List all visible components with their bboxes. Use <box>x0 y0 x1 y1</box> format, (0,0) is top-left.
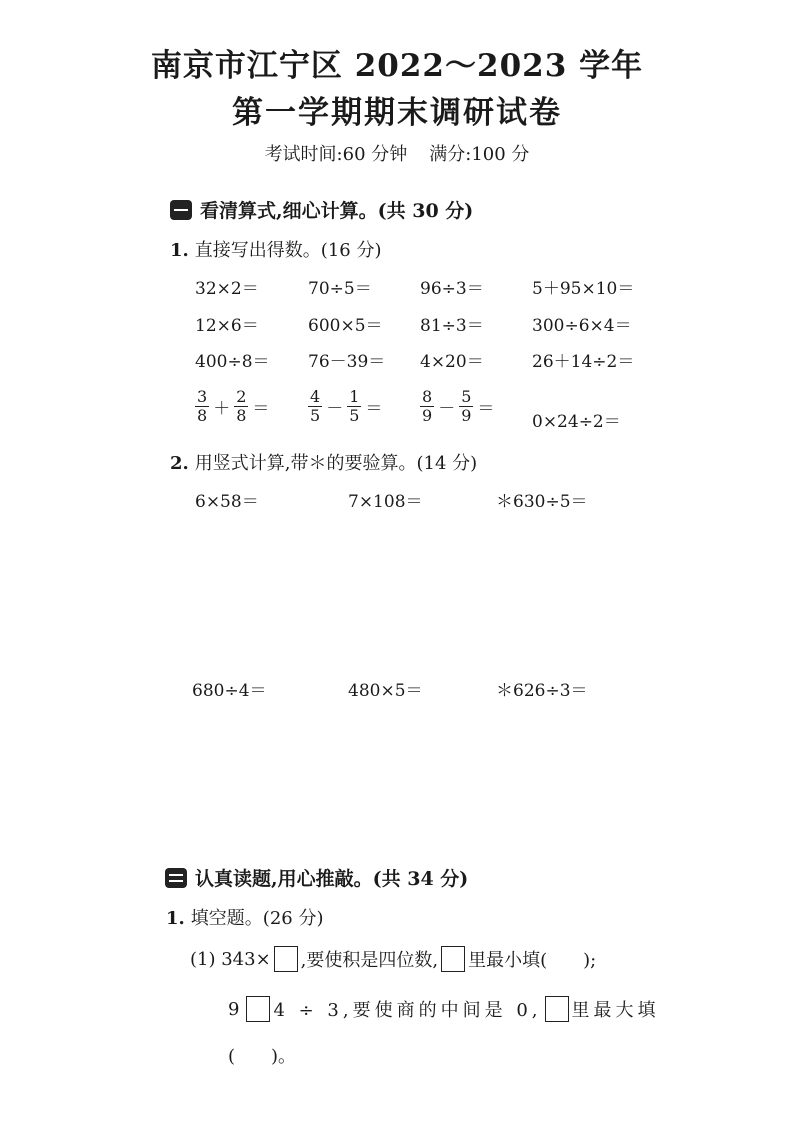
fraction: $\frac{5}{9}$ <box>461 387 472 425</box>
answer-box[interactable] <box>441 946 465 972</box>
problem-r3c4: 26＋14÷2＝ <box>532 352 635 372</box>
equals: ＝ <box>252 399 270 419</box>
fraction: $\frac{3}{8}$ <box>197 387 208 425</box>
vertical-problem-4: 680÷4＝ <box>192 681 267 701</box>
fill-text: ,要使积是四位数, <box>300 950 439 971</box>
problem-r1c1: 32×2＝ <box>195 279 259 299</box>
problem-r2c3: 81÷3＝ <box>420 316 484 336</box>
fill-item-1-line1 <box>190 946 596 972</box>
exam-score: 满分:100 分 <box>429 144 530 165</box>
q1-text: 直接写出得数。(16 分) <box>194 240 382 261</box>
fraction-problem-3 <box>420 388 494 425</box>
problem-r3c3: 4×20＝ <box>420 352 484 372</box>
q2-text: 用竖式计算,带＊的要验算。(14 分) <box>194 453 478 474</box>
vertical-problem-3: ＊630÷5＝ <box>496 492 588 512</box>
page-title-line2: 第一学期期末调研试卷 <box>232 95 562 131</box>
vertical-problem-2: 7×108＝ <box>348 492 423 512</box>
fill-item-1-line2 <box>228 996 660 1022</box>
s2-q1-number: 1. <box>166 908 185 929</box>
fill-text: (1) 343× <box>190 948 271 970</box>
fraction: $\frac{4}{5}$ <box>310 387 321 425</box>
fraction: $\frac{2}{8}$ <box>236 387 247 425</box>
problem-r3c2: 76－39＝ <box>308 352 386 372</box>
equals: ＝ <box>477 399 495 419</box>
section-one-badge-icon <box>170 200 192 220</box>
answer-box[interactable] <box>545 996 569 1022</box>
operator: ＋ <box>213 399 231 419</box>
fraction: $\frac{8}{9}$ <box>422 387 433 425</box>
q2-title <box>170 449 477 475</box>
problem-r1c2: 70÷5＝ <box>308 279 372 299</box>
page-title-line1: 南京市江宁区 2022～2023 学年 <box>150 48 644 84</box>
problem-r1c3: 96÷3＝ <box>420 279 484 299</box>
section2-heading-text: 认真读题,用心推敲。(共 34 分) <box>195 868 469 890</box>
fraction: $\frac{1}{5}$ <box>349 387 360 425</box>
problem-r2c1: 12×6＝ <box>195 316 259 336</box>
s2-q1-title <box>166 904 323 930</box>
s2-q1-text: 填空题。(26 分) <box>190 908 324 929</box>
fill-text: 4 ÷ 3,要使商的中间是 0, <box>273 1000 542 1021</box>
problem-r1c4: 5＋95×10＝ <box>532 279 635 299</box>
fraction-problem-2 <box>308 388 382 425</box>
q1-title <box>170 236 381 262</box>
vertical-problem-6: ＊626÷3＝ <box>496 681 588 701</box>
vertical-problem-1: 6×58＝ <box>195 492 259 512</box>
equals: ＝ <box>365 399 383 419</box>
section-two-badge-icon <box>165 868 187 888</box>
fill-text: 9 <box>228 998 244 1020</box>
problem-r2c2: 600×5＝ <box>308 316 383 336</box>
section2-heading <box>165 864 468 891</box>
problem-r4c4: 0×24÷2＝ <box>532 412 621 432</box>
section1-heading <box>170 196 473 223</box>
answer-box[interactable] <box>274 946 298 972</box>
problem-r2c4: 300÷6×4＝ <box>532 316 632 336</box>
fill-text: 里最大填 <box>571 1000 660 1021</box>
fill-item-1-line3: ( )。 <box>228 1046 297 1067</box>
exam-info <box>0 140 794 166</box>
answer-box[interactable] <box>246 996 270 1022</box>
q2-number: 2. <box>170 453 189 474</box>
operator: － <box>438 399 456 419</box>
fraction-problem-1 <box>195 388 269 425</box>
fill-text: 里最小填( ); <box>468 950 597 971</box>
exam-time: 考试时间:60 分钟 <box>264 144 408 165</box>
q1-number: 1. <box>170 240 189 261</box>
problem-r3c1: 400÷8＝ <box>195 352 270 372</box>
operator: － <box>326 399 344 419</box>
section1-heading-text: 看清算式,细心计算。(共 30 分) <box>200 200 474 222</box>
vertical-problem-5: 480×5＝ <box>348 681 423 701</box>
